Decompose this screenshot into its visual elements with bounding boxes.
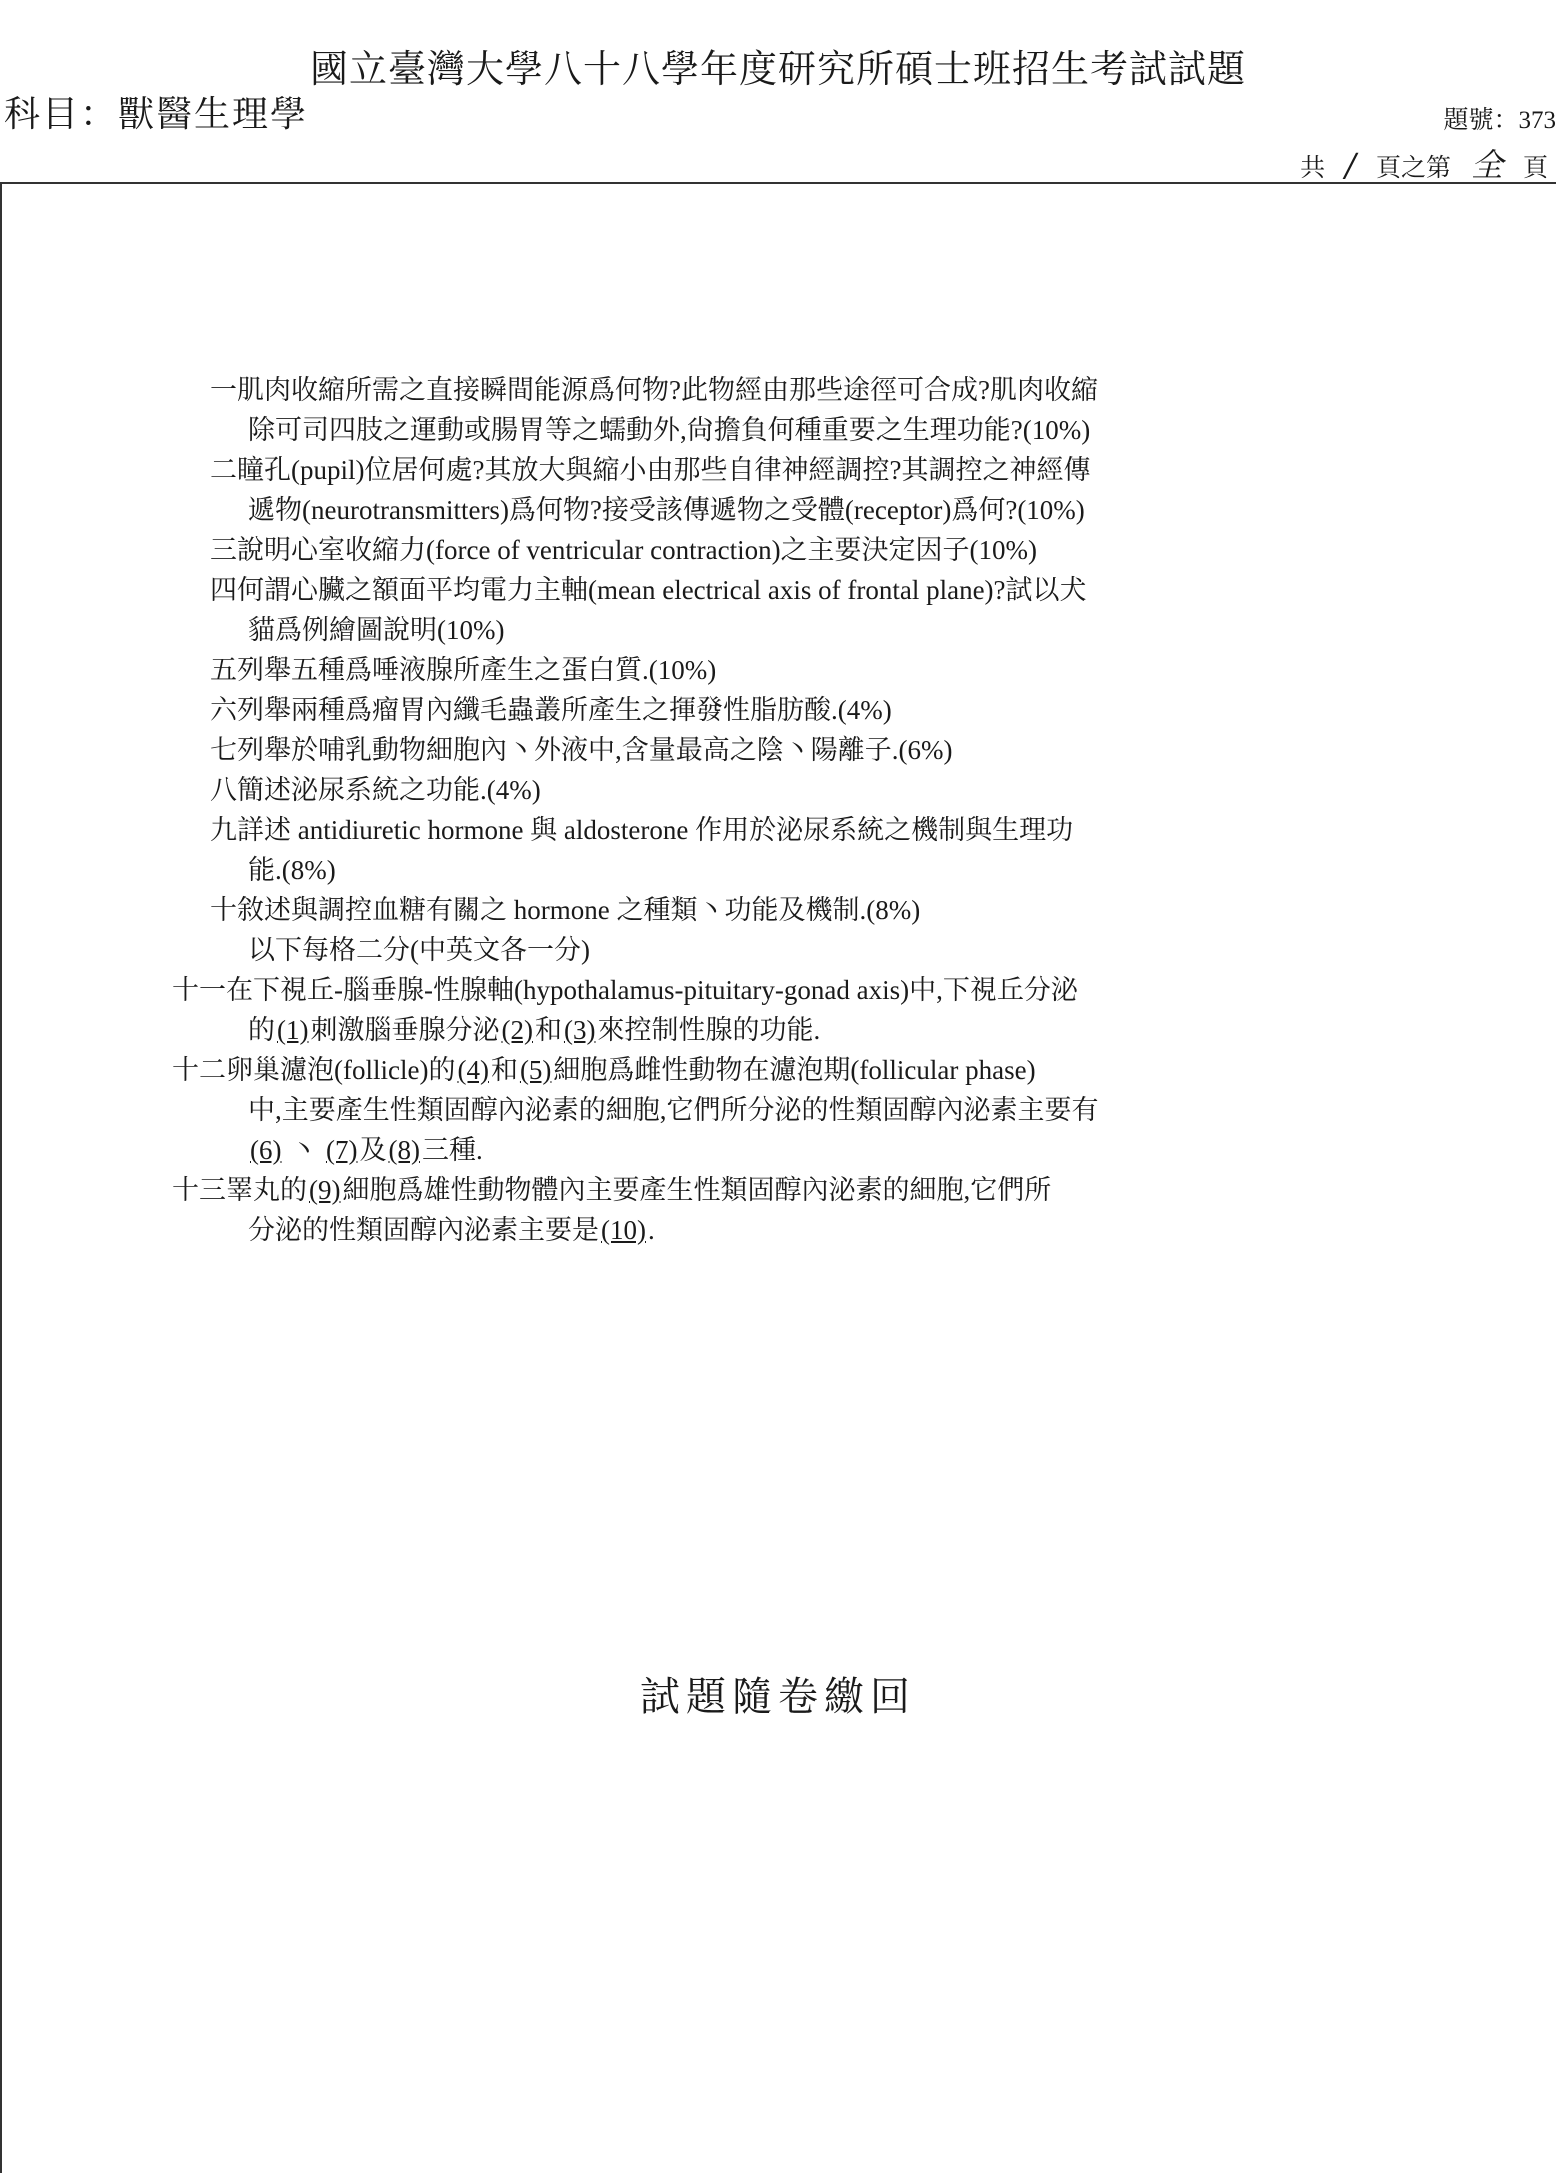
question-7 — [210, 730, 1390, 770]
page-info — [1300, 140, 1548, 186]
text-segment: 細胞爲雄性動物體內主要產生性類固醇內泌素的細胞,它們所 — [342, 1175, 1052, 1205]
question-line — [172, 1130, 1390, 1170]
text-segment: 刺激腦垂腺分泌 — [310, 1015, 500, 1045]
question-line: 中,主要產生性類固醇內泌素的細胞,它們所分泌的性類固醇內泌素主要有 — [248, 1095, 1099, 1125]
question-line: 除可司四肢之運動或腸胃等之蠕動外,尙擔負何種重要之生理功能?(10%) — [248, 415, 1091, 445]
answer-blank-7: (7) — [325, 1135, 358, 1165]
question-line: 五列舉五種爲唾液腺所產生之蛋白質.(10%) — [210, 655, 717, 685]
question-13 — [172, 1170, 1390, 1250]
subject-label: 科目：獸醫生理學 — [4, 94, 309, 135]
exam-title: 國立臺灣大學八十八學年度研究所碩士班招生考試試題 — [309, 47, 1246, 91]
question-line: 遞物(neurotransmitters)爲何物?接受該傳遞物之受體(receptor)爲何?(10%) — [248, 495, 1085, 525]
question-line: 十敘述與調控血糖有關之 hormone 之種類丶功能及機制.(8%) — [210, 895, 921, 925]
page-total: / — [1345, 146, 1356, 184]
question-line: 十一在下視丘-腦垂腺-性腺軸(hypothalamus-pituitary-gonad axis)中,下視丘分泌 — [172, 975, 1078, 1005]
question-line: 九詳述 antidiuretic hormone 與 aldosterone 作用於泌尿系統之機制與生理功 — [210, 815, 1074, 845]
question-line: 三說明心室收縮力(force of ventricular contraction)之主要決定因子(10%) — [210, 535, 1038, 565]
exam-number: 題號：373 — [1443, 107, 1556, 134]
question-line — [172, 1010, 1390, 1050]
question-line: 四何謂心臟之額面平均電力主軸(mean electrical axis of frontal plane)?試以犬 — [210, 575, 1087, 605]
answer-blank-3: (3) — [563, 1015, 596, 1045]
page-number-suffix: 頁 — [1522, 155, 1548, 182]
question-5 — [210, 650, 1390, 690]
question-9 — [210, 810, 1390, 890]
answer-blank-10: (10) — [601, 1215, 646, 1245]
answer-blank-4: (4) — [457, 1055, 489, 1085]
page-number-prefix: 頁之第 — [1375, 155, 1451, 182]
page-total-prefix: 共 — [1300, 155, 1326, 182]
question-line: 貓爲例繪圖說明(10%) — [248, 615, 505, 645]
question-line — [172, 1050, 1390, 1090]
text-segment: 十二卵巢濾泡(follicle)的 — [172, 1055, 456, 1085]
question-line: 八簡述泌尿系統之功能.(4%) — [210, 775, 541, 805]
text-segment: 和 — [490, 1055, 518, 1085]
question-line: 能.(8%) — [248, 855, 336, 885]
question-1 — [210, 370, 1390, 450]
answer-blank-2: (2) — [501, 1015, 533, 1045]
question-list — [172, 370, 1390, 1250]
scoring-note: 以下每格二分(中英文各一分) — [248, 935, 590, 965]
page-number: 全 — [1470, 146, 1503, 184]
question-2 — [210, 450, 1390, 530]
text-segment: 細胞爲雌性動物在濾泡期(follicular phase) — [553, 1055, 1036, 1085]
text-segment: 及 — [359, 1135, 387, 1165]
text-segment: 三種. — [421, 1135, 483, 1165]
question-4 — [210, 570, 1390, 650]
return-notice: 試題隨卷繳回 — [640, 1674, 916, 1720]
question-11 — [172, 970, 1390, 1050]
text-segment: 和 — [534, 1015, 562, 1045]
question-line: 二瞳孔(pupil)位居何處?其放大與縮小由那些自律神經調控?其調控之神經傳 — [210, 455, 1091, 485]
question-6 — [210, 690, 1390, 730]
text-segment: 的 — [248, 1015, 275, 1045]
question-line: 一肌肉收縮所需之直接瞬間能源爲何物?此物經由那些途徑可合成?肌肉收縮 — [210, 375, 1098, 405]
text-segment: 分泌的性類固醇內泌素主要是 — [248, 1215, 599, 1245]
text-segment: 來控制性腺的功能. — [597, 1015, 821, 1045]
question-line: 七列舉於哺乳動物細胞內丶外液中,含量最高之陰丶陽離子.(6%) — [210, 735, 953, 765]
answer-blank-5: (5) — [519, 1055, 552, 1085]
text-segment: 丶 — [290, 1135, 318, 1165]
question-3 — [210, 530, 1390, 570]
text-segment: . — [647, 1215, 655, 1245]
answer-blank-1: (1) — [277, 1015, 309, 1045]
question-line — [172, 1210, 1390, 1250]
question-line — [172, 1170, 1390, 1210]
question-8 — [210, 770, 1390, 810]
question-line: 六列舉兩種爲瘤胃內纖毛蟲叢所產生之揮發性脂肪酸.(4%) — [210, 695, 892, 725]
question-10 — [210, 890, 1390, 930]
answer-blank-6: (6) — [250, 1135, 282, 1165]
answer-blank-8: (8) — [388, 1135, 420, 1165]
question-12 — [172, 1050, 1390, 1170]
text-segment: 十三睪丸的 — [172, 1175, 307, 1205]
answer-blank-9: (9) — [309, 1175, 341, 1205]
